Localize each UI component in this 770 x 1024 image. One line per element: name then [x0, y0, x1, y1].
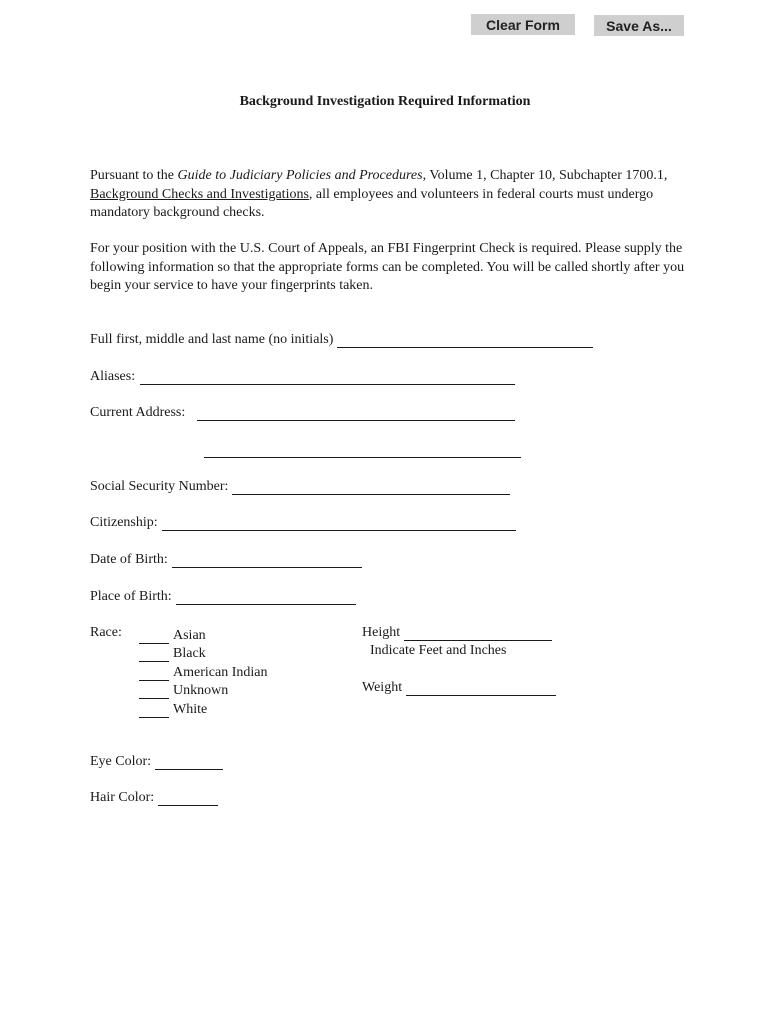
weight-label: Weight	[362, 680, 403, 695]
full-name-label: Full first, middle and last name (no initials)	[90, 332, 334, 347]
clear-form-button[interactable]: Clear Form	[471, 14, 575, 35]
fingerprint-paragraph: For your position with the U.S. Court of Appeals, an FBI Fingerprint Check is required. Please supply the following information so that the appropriate forms can be completed. You will be called shortly after you begin your service to have your fingerprints taken.	[90, 241, 685, 293]
eye-color-field[interactable]	[155, 755, 223, 770]
aliases-row	[90, 369, 515, 385]
weight-row	[362, 680, 556, 696]
race-asian-checkbox[interactable]	[139, 629, 169, 644]
full-name-field[interactable]	[337, 333, 593, 348]
race-option	[139, 662, 267, 681]
race-option-label: White	[173, 701, 208, 717]
height-field[interactable]	[404, 626, 552, 641]
address-row	[90, 405, 515, 421]
address-line2-field[interactable]	[204, 443, 521, 458]
height-hint: Indicate Feet and Inches	[370, 643, 507, 658]
race-option-label: Unknown	[173, 683, 229, 698]
ssn-field[interactable]	[232, 480, 510, 495]
ssn-row	[90, 479, 510, 495]
dob-row	[90, 552, 362, 568]
dob-label: Date of Birth:	[90, 552, 168, 567]
eye-color-label: Eye Color:	[90, 754, 152, 769]
hair-color-label: Hair Color:	[90, 790, 155, 805]
race-unknown-checkbox[interactable]	[139, 684, 169, 699]
full-name-row	[90, 332, 593, 348]
ssn-label: Social Security Number:	[90, 479, 229, 494]
pob-label: Place of Birth:	[90, 589, 172, 604]
policy-paragraph	[90, 167, 690, 223]
race-option	[139, 644, 267, 663]
eye-color-row	[90, 754, 223, 770]
race-option-label: American Indian	[173, 664, 268, 680]
hair-color-field[interactable]	[158, 791, 218, 806]
citizenship-label: Citizenship:	[90, 515, 158, 530]
address-label: Current Address:	[90, 405, 186, 420]
race-american-indian-checkbox[interactable]	[139, 666, 169, 681]
policy-text-pre: Pursuant to the	[90, 168, 178, 183]
race-option-label: Asian	[173, 627, 206, 643]
policy-text-mid: , Volume 1, Chapter 10, Subchapter 1700.1,	[422, 168, 668, 183]
height-row	[362, 625, 552, 641]
dob-field[interactable]	[172, 553, 362, 568]
background-checks-link[interactable]: Background Checks and Investigations	[90, 186, 309, 202]
race-label: Race:	[90, 625, 122, 640]
race-white-checkbox[interactable]	[139, 703, 169, 718]
weight-field[interactable]	[406, 681, 556, 696]
address-line1-field[interactable]	[197, 406, 515, 421]
page-title: Background Investigation Required Information	[239, 94, 531, 109]
race-option	[139, 625, 267, 644]
citizenship-row	[90, 515, 516, 531]
policy-text-post: , all employees and volunteers in federal courts must undergo mandatory background checks.	[90, 186, 654, 220]
race-black-checkbox[interactable]	[139, 647, 169, 662]
pob-field[interactable]	[176, 590, 356, 605]
pob-row	[90, 589, 356, 605]
save-as-button[interactable]: Save As...	[594, 15, 684, 36]
race-option	[139, 699, 267, 718]
race-options	[139, 625, 267, 718]
height-label: Height	[362, 625, 401, 640]
hair-color-row	[90, 790, 218, 806]
aliases-label: Aliases:	[90, 369, 136, 384]
race-option-label: Black	[173, 646, 206, 661]
citizenship-field[interactable]	[162, 516, 516, 531]
policy-guide-title: Guide to Judiciary Policies and Procedures	[177, 168, 423, 183]
aliases-field[interactable]	[140, 370, 515, 385]
race-option	[139, 681, 267, 700]
